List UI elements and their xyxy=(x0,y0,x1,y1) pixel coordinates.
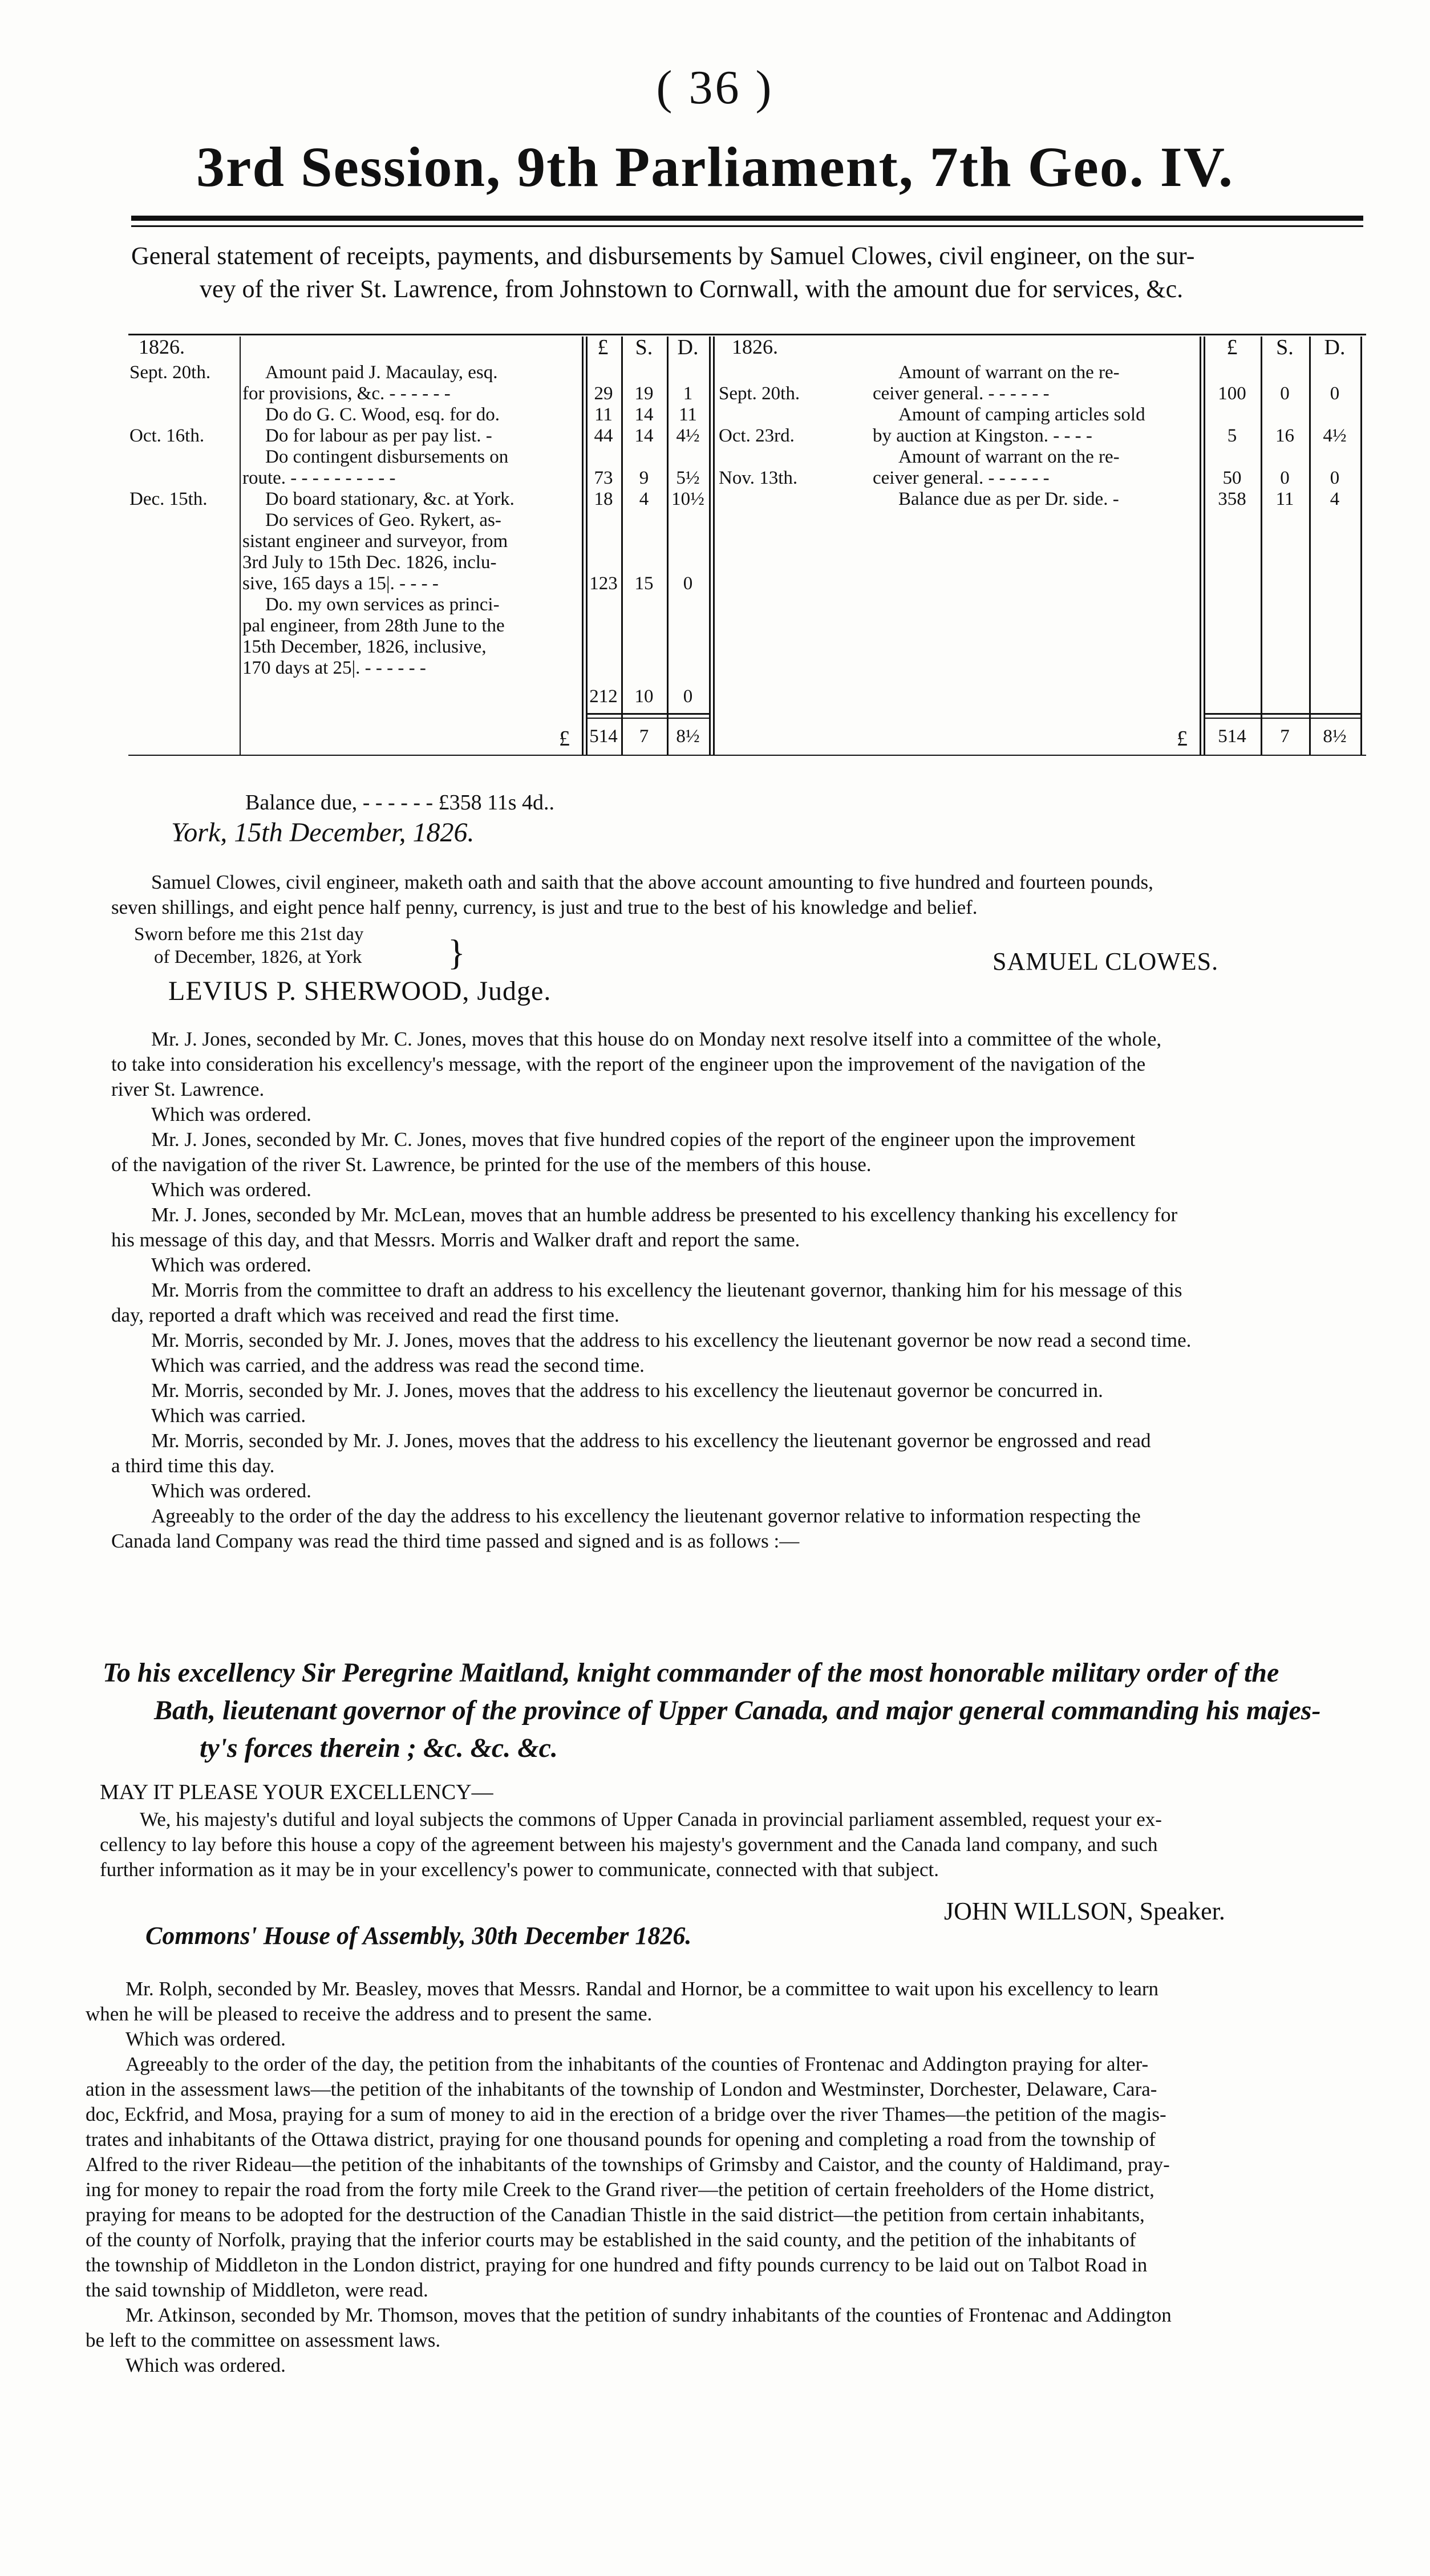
entry-shillings: 15 xyxy=(634,573,654,594)
entry-text: 3rd July to 15th Dec. 1826, inclu- xyxy=(242,552,497,573)
entry-pounds: 358 xyxy=(1218,489,1246,509)
entry-shillings: 19 xyxy=(634,383,654,404)
total-rule xyxy=(586,713,709,715)
general-statement-line: vey of the river St. Lawrence, from Johnstown to Cornwall, with the amount due for services, &c. xyxy=(200,275,1184,303)
ledger-rule xyxy=(240,337,241,756)
shilling-header: S. xyxy=(1276,335,1294,359)
sworn-brace: } xyxy=(448,932,465,973)
entry-text: Amount of camping articles sold xyxy=(898,404,1145,425)
total-rule xyxy=(1204,718,1360,719)
entry-pence: 0 xyxy=(683,573,693,594)
proceeding-line: praying for means to be adopted for the destruction of the Canadian Thistle in the said district—the petition from certain inhabitants, xyxy=(86,2204,1145,2226)
entry-text: ceiver general. - - - - - - xyxy=(873,383,1050,404)
proceeding-line: Mr. J. Jones, seconded by Mr. C. Jones, moves that five hundred copies of the report of the engineer upon the improvement xyxy=(151,1128,1136,1151)
entry-date: Nov. 13th. xyxy=(719,468,798,488)
session-heading: 3rd Session, 9th Parliament, 7th Geo. IV. xyxy=(196,135,1234,199)
proceeding-line: be left to the committee on assessment laws. xyxy=(86,2329,441,2351)
balance-due: Balance due, - - - - - - £358 11s 4d.. xyxy=(245,791,555,815)
entry-text: sive, 165 days a 15|. - - - - xyxy=(242,573,439,594)
entry-pounds: 50 xyxy=(1222,468,1242,488)
entry-pence: 4 xyxy=(1330,489,1340,509)
proceeding-line: Agreeably to the order of the day the address to his excellency the lieutenant governor relative to information respecting the xyxy=(151,1505,1141,1527)
entry-shillings: 14 xyxy=(634,426,654,446)
sworn-line: Sworn before me this 21st day xyxy=(134,924,364,945)
total-pence: 8½ xyxy=(1323,726,1347,747)
entry-shillings: 10 xyxy=(634,686,654,707)
speaker-signature: JOHN WILLSON, Speaker. xyxy=(944,1897,1225,1925)
entry-date: Sept. 20th. xyxy=(129,362,211,383)
proceeding-line: Alfred to the river Rideau—the petition of the inhabitants of the townships of Grimsby and Caistor, and the county of Haldimand, pray- xyxy=(86,2153,1170,2176)
page-number: ( 36 ) xyxy=(656,61,774,114)
heading-rule-thick xyxy=(131,216,1363,221)
entry-pounds: 5 xyxy=(1227,426,1237,446)
entry-pence: 0 xyxy=(683,686,693,707)
entry-text: sistant engineer and surveyor, from xyxy=(242,531,508,552)
proceeding-line: Which was ordered. xyxy=(125,2028,286,2050)
entry-text: pal engineer, from 28th June to the xyxy=(242,615,505,636)
proceeding-line: Which was ordered. xyxy=(151,1254,311,1276)
entry-pence: 4½ xyxy=(676,426,700,446)
total-rule xyxy=(586,718,709,719)
address-line: Bath, lieutenant governor of the province of Upper Canada, and major general commanding his majes- xyxy=(154,1695,1321,1726)
proceeding-line: Mr. Atkinson, seconded by Mr. Thomson, moves that the petition of sundry inhabitants of the counties of Frontenac and Addington xyxy=(125,2304,1172,2326)
total-pounds: 514 xyxy=(589,726,618,747)
entry-date: Sept. 20th. xyxy=(719,383,800,404)
place-date: York, 15th December, 1826. xyxy=(171,817,475,848)
entry-pence: 5½ xyxy=(676,468,700,488)
total-symbol: £ xyxy=(559,727,570,751)
proceeding-line: Which was ordered. xyxy=(151,1103,311,1125)
salutation: MAY IT PLEASE YOUR EXCELLENCY— xyxy=(100,1780,493,1804)
entry-pence: 4½ xyxy=(1323,426,1347,446)
shilling-header: S. xyxy=(635,335,653,359)
entry-date: Oct. 23rd. xyxy=(719,426,795,446)
ledger-rule xyxy=(582,337,584,756)
address-body xyxy=(100,1807,1366,1882)
ledger-rule xyxy=(1200,337,1201,756)
proceedings xyxy=(111,1027,1366,1554)
oath-line: seven shillings, and eight pence half penny, currency, is just and true to the best of his knowledge and belief. xyxy=(111,896,978,918)
entry-shillings: 11 xyxy=(1275,489,1294,509)
entry-date: Oct. 16th. xyxy=(129,426,205,446)
proceeding-line: Agreeably to the order of the day, the petition from the inhabitants of the counties of Frontenac and Addington praying for alter- xyxy=(125,2053,1149,2075)
address-body-line: We, his majesty's dutiful and loyal subjects the commons of Upper Canada in provincial parliament assembled, request your ex- xyxy=(140,1808,1162,1830)
total-shillings: 7 xyxy=(1280,726,1290,747)
entry-text: 15th December, 1826, inclusive, xyxy=(242,637,487,657)
proceeding-line: Mr. Morris, seconded by Mr. J. Jones, moves that the address to his excellency the lieutenaut governor be concurred in. xyxy=(151,1379,1103,1402)
ledger-rule xyxy=(709,337,711,756)
sworn-line: of December, 1826, at York xyxy=(154,947,362,967)
entry-text: Balance due as per Dr. side. - xyxy=(898,489,1119,509)
entry-shillings: 0 xyxy=(1280,383,1290,404)
total-shillings: 7 xyxy=(639,726,649,747)
proceeding-line: Mr. Morris from the committee to draft an address to his excellency the lieutenant governor, thanking him for his message of this xyxy=(151,1279,1182,1301)
proceeding-line: the said township of Middleton, were read. xyxy=(86,2279,428,2301)
entry-shillings: 9 xyxy=(639,468,649,488)
proceeding-line: to take into consideration his excellency's message, with the report of the engineer upon the improvement of the navigation of the xyxy=(111,1053,1146,1075)
address-line: ty's forces therein ; &c. &c. &c. xyxy=(200,1733,558,1763)
proceeding-line: Which was ordered. xyxy=(151,1178,311,1201)
entry-pounds: 44 xyxy=(594,426,613,446)
entry-text: Amount of warrant on the re- xyxy=(898,447,1120,467)
proceeding-line: when he will be pleased to receive the address and to present the same. xyxy=(86,2003,653,2025)
entry-text: 170 days at 25|. - - - - - - xyxy=(242,658,426,678)
entry-pounds: 212 xyxy=(589,686,618,707)
ledger-rule xyxy=(1360,337,1362,756)
proceeding-line: Mr. Morris, seconded by Mr. J. Jones, moves that the address to his excellency the lieutenant governor be now read a second time. xyxy=(151,1329,1192,1351)
proceeding-line: river St. Lawrence. xyxy=(111,1078,265,1100)
oath-line: Samuel Clowes, civil engineer, maketh oath and saith that the above account amounting to five hundred and fourteen pounds, xyxy=(151,871,1153,893)
commons-date: Commons' House of Assembly, 30th December 1826. xyxy=(145,1922,692,1950)
proceeding-line: his message of this day, and that Messrs. Morris and Walker draft and report the same. xyxy=(111,1229,800,1251)
general-statement xyxy=(131,240,1363,306)
total-symbol: £ xyxy=(1177,727,1188,751)
entry-pence: 1 xyxy=(683,383,693,404)
proceeding-line: ation in the assessment laws—the petition of the inhabitants of the township of London and Westminster, Dorchester, Delaware, Cara- xyxy=(86,2078,1157,2100)
proceeding-line: Which was carried. xyxy=(151,1404,306,1427)
pence-header: D. xyxy=(677,335,699,359)
entry-pence: 11 xyxy=(679,404,697,425)
ledger-rule xyxy=(713,337,715,756)
proceeding-line: trates and inhabitants of the Ottawa district, praying for one thousand pounds for opening and completing a road from the township of xyxy=(86,2128,1156,2150)
proceeding-line: ing for money to repair the road from the forty mile Creek to the Grand river—the petition of certain freeholders of the Home district, xyxy=(86,2178,1154,2201)
proceeding-line: of the county of Norfolk, praying that the inferior courts may be established in the said county, and the petition of the inhabitants of xyxy=(86,2229,1136,2251)
proceeding-line: Mr. J. Jones, seconded by Mr. McLean, moves that an humble address be presented to his excellency thanking his excellency for xyxy=(151,1204,1178,1226)
signature: SAMUEL CLOWES. xyxy=(993,947,1219,975)
entry-text: for provisions, &c. - - - - - - xyxy=(242,383,451,404)
entry-text: route. - - - - - - - - - - xyxy=(242,468,396,488)
proceeding-line: Canada land Company was read the third time passed and signed and is as follows :— xyxy=(111,1530,800,1552)
pound-header: £ xyxy=(597,335,609,359)
entry-pounds: 11 xyxy=(594,404,613,425)
proceeding-line: a third time this day. xyxy=(111,1455,275,1477)
entry-shillings: 4 xyxy=(639,489,649,509)
ledger-year-header: 1826. xyxy=(139,335,185,358)
address-body-line: further information as it may be in your excellency's power to communicate, connected with that subject. xyxy=(100,1858,939,1881)
proceeding-line: day, reported a draft which was received and read the first time. xyxy=(111,1304,619,1326)
account-ledger xyxy=(128,334,1366,759)
entry-shillings: 16 xyxy=(1275,426,1294,446)
proceeding-line: Mr. Morris, seconded by Mr. J. Jones, moves that the address to his excellency the lieutenant governor be engrossed and read xyxy=(151,1429,1151,1452)
entry-text: Do board stationary, &c. at York. xyxy=(265,489,515,509)
entry-pence: 0 xyxy=(1330,468,1340,488)
ledger-bottom-rule xyxy=(128,755,1366,756)
entry-text: Amount paid J. Macaulay, esq. xyxy=(265,362,498,383)
pound-header: £ xyxy=(1226,335,1238,359)
entry-shillings: 0 xyxy=(1280,468,1290,488)
total-rule xyxy=(1204,713,1360,715)
entry-text: Do services of Geo. Rykert, as- xyxy=(265,510,501,530)
entry-text: Do for labour as per pay list. - xyxy=(265,426,492,446)
entry-shillings: 14 xyxy=(634,404,654,425)
entry-text: Do. my own services as princi- xyxy=(265,594,500,615)
entry-text: Do do G. C. Wood, esq. for do. xyxy=(265,404,500,425)
entry-pounds: 123 xyxy=(589,573,618,594)
entry-pounds: 29 xyxy=(594,383,613,404)
entry-date: Dec. 15th. xyxy=(129,489,208,509)
later-proceedings xyxy=(86,1976,1366,2378)
entry-text: by auction at Kingston. - - - - xyxy=(873,426,1092,446)
ledger-year-header: 1826. xyxy=(732,335,778,358)
total-pence: 8½ xyxy=(676,726,700,747)
entry-text: Do contingent disbursements on xyxy=(265,447,509,467)
address-line: To his excellency Sir Peregrine Maitland, knight commander of the most honorable military order of the xyxy=(103,1658,1279,1688)
oath xyxy=(111,870,1366,920)
entry-text: Amount of warrant on the re- xyxy=(898,362,1120,383)
proceeding-line: Which was ordered. xyxy=(151,1480,311,1502)
entry-pence: 0 xyxy=(1330,383,1340,404)
address-body-line: cellency to lay before this house a copy of the agreement between his majesty's government and the Canada land company, and such xyxy=(100,1833,1158,1856)
entry-pounds: 100 xyxy=(1218,383,1246,404)
proceeding-line: the township of Middleton in the London district, praying for one hundred and fifty pounds currency to be laid out on Talbot Road in xyxy=(86,2254,1148,2276)
proceeding-line: Which was carried, and the address was read the second time. xyxy=(151,1354,645,1376)
pence-header: D. xyxy=(1324,335,1346,359)
proceeding-line: doc, Eckfrid, and Mosa, praying for a sum of money to aid in the erection of a bridge over the river Thames—the petition of the magis- xyxy=(86,2103,1166,2125)
entry-pence: 10½ xyxy=(671,489,704,509)
entry-pounds: 73 xyxy=(594,468,613,488)
total-pounds: 514 xyxy=(1218,726,1246,747)
entry-pounds: 18 xyxy=(594,489,613,509)
proceeding-line: Mr. Rolph, seconded by Mr. Beasley, moves that Messrs. Randal and Hornor, be a committee to wait upon his excellency to learn xyxy=(125,1978,1159,2000)
proceeding-line: Which was ordered. xyxy=(125,2354,286,2376)
proceeding-line: of the navigation of the river St. Lawrence, be printed for the use of the members of this house. xyxy=(111,1153,872,1176)
heading-rule-thin xyxy=(131,225,1363,227)
general-statement-line: General statement of receipts, payments, and disbursements by Samuel Clowes, civil engineer, on the sur- xyxy=(131,242,1195,270)
proceeding-line: Mr. J. Jones, seconded by Mr. C. Jones, moves that this house do on Monday next resolve itself into a committee of the whole, xyxy=(151,1028,1162,1050)
address-heading xyxy=(103,1654,1375,1767)
entry-text: ceiver general. - - - - - - xyxy=(873,468,1050,488)
judge-name: LEVIUS P. SHERWOOD, Judge. xyxy=(168,976,552,1006)
